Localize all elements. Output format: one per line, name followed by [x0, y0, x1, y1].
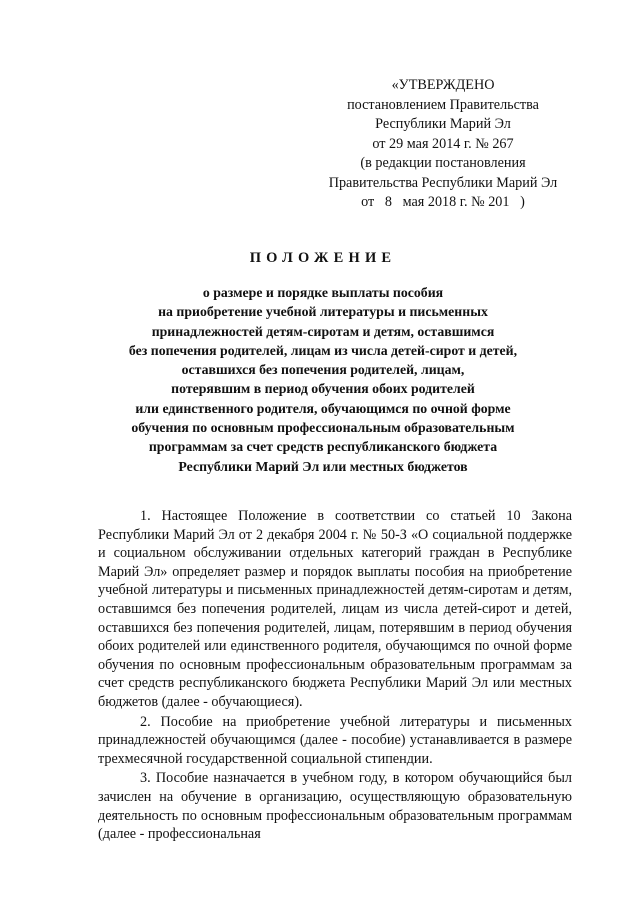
- approval-line: «УТВЕРЖДЕНО: [391, 77, 495, 93]
- subtitle-line: принадлежностей детям-сиротам и детям, оставшимся: [151, 323, 495, 339]
- paragraph-1: 1. Настоящее Положение в соответствии со статьей 10 Закона Республики Марий Эл от 2 декабря 2004 г. № 50-З «О социальной поддержке и социальном обслуживании отдельных категорий граждан в Республике Марий Эл» определяет размер и порядок выплаты пособия на приобретение учебной литературы и письменных принадлежностей детям-сиротам и детям, оставшимся без попечения родителей, лицам из числа детей-сирот и детей, оставшихся без попечения родителей, лицам, потерявшим в период обучения обоих родителей или единственного родителя, обучающимся по очной форме обучения по основным профессиональным образовательным программам за счет средств республиканского бюджета Республики Марий Эл или местных бюджетов (далее - обучающиеся).: [98, 508, 572, 710]
- subtitle-line: потерявшим в период обучения обоих родителей: [171, 381, 475, 397]
- document-body: [98, 507, 572, 844]
- document-title: ПОЛОЖЕНИЕ: [249, 250, 397, 266]
- paragraph-3: 3. Пособие назначается в учебном году, в котором обучающийся был зачислен на обучение в организацию, осуществляющую образовательную деятельность по основным профессиональным образовательным программам (далее - профессиональная: [98, 770, 572, 843]
- approval-line: (в редакции постановления: [360, 155, 526, 171]
- subtitle-line: или единственного родителя, обучающимся по очной форме: [135, 400, 511, 416]
- approval-stamp: [318, 76, 568, 213]
- approval-line: от 8 мая 2018 г. № 201 ): [361, 194, 525, 210]
- approval-line: Правительства Республики Марий Эл: [328, 174, 558, 191]
- document-subtitle: [80, 283, 566, 476]
- approval-line: Республики Марий Эл: [375, 116, 511, 132]
- subtitle-line: Республики Марий Эл или местных бюджетов: [178, 458, 468, 474]
- approval-line: постановлением Правительства: [347, 96, 539, 113]
- subtitle-line: оставшихся без попечения родителей, лицам,: [181, 362, 465, 378]
- paragraph-2: 2. Пособие на приобретение учебной литературы и письменных принадлежностей обучающимся (далее - пособие) устанавливается в размере трехмесячной государственной социальной стипендии.: [98, 713, 572, 767]
- subtitle-line: о размере и порядке выплаты пособия: [202, 285, 444, 300]
- subtitle-line: обучения по основным профессиональным образовательным: [131, 420, 515, 436]
- subtitle-line: на приобретение учебной литературы и письменных: [158, 304, 488, 320]
- subtitle-line: программам за счет средств республиканского бюджета: [148, 439, 498, 455]
- subtitle-line: без попечения родителей, лицам из числа детей-сирот и детей,: [128, 342, 518, 358]
- approval-line: от 29 мая 2014 г. № 267: [372, 135, 514, 152]
